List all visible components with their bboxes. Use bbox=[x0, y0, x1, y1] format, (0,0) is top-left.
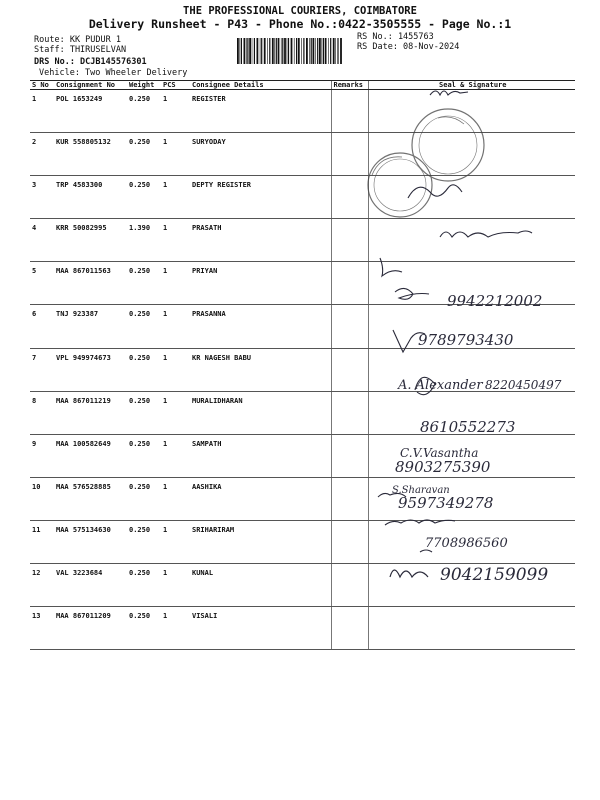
barcode-bar bbox=[315, 38, 316, 64]
barcode-bar bbox=[303, 38, 304, 64]
cell-sno: 8 bbox=[30, 391, 54, 434]
col-header-remarks: Remarks bbox=[331, 81, 368, 90]
cell-weight: 0.250 bbox=[127, 391, 161, 434]
table-row bbox=[30, 262, 575, 305]
barcode-bar bbox=[269, 38, 270, 64]
signature-phone-12: 7708986560 bbox=[425, 536, 508, 551]
barcode-bar bbox=[252, 38, 253, 64]
cell-pcs: 1 bbox=[161, 434, 190, 477]
table-row bbox=[30, 477, 575, 520]
vehicle: Vehicle: Two Wheeler Delivery bbox=[39, 68, 188, 78]
col-header-consignee: Consignee Details bbox=[190, 81, 331, 90]
cell-sno: 1 bbox=[30, 90, 54, 133]
signature-phone-8: 8220450497 bbox=[485, 378, 562, 392]
barcode-bar bbox=[261, 38, 262, 64]
barcode-bar bbox=[296, 38, 297, 64]
cell-seal bbox=[368, 219, 575, 262]
cell-pcs: 1 bbox=[161, 607, 190, 650]
rs-number: RS No.: 1455763 bbox=[357, 32, 434, 42]
barcode-bar bbox=[281, 38, 282, 64]
cell-seal bbox=[368, 90, 575, 133]
cell-remarks bbox=[331, 262, 368, 305]
cell-sno: 10 bbox=[30, 477, 54, 520]
barcode-bar bbox=[325, 38, 327, 64]
cell-pcs: 1 bbox=[161, 90, 190, 133]
barcode-bar bbox=[291, 38, 293, 64]
signature-name-10: C.V.Vasantha bbox=[400, 446, 479, 460]
signature-phone-6: 9942212002 bbox=[447, 292, 543, 310]
delivery-table bbox=[30, 80, 575, 650]
cell-seal bbox=[368, 477, 575, 520]
cell-remarks bbox=[331, 477, 368, 520]
barcode-bar bbox=[247, 38, 248, 64]
signature-phone-10: 8903275390 bbox=[395, 458, 491, 476]
cell-seal bbox=[368, 262, 575, 305]
barcode-bar bbox=[278, 38, 280, 64]
cell-sno: 3 bbox=[30, 176, 54, 219]
barcode-bar bbox=[306, 38, 308, 64]
table-row bbox=[30, 176, 575, 219]
barcode-bar bbox=[282, 38, 283, 64]
cell-sno: 12 bbox=[30, 564, 54, 607]
runsheet-title: Delivery Runsheet - P43 - Phone No.:0422-3505555 - Page No.:1 bbox=[88, 17, 512, 31]
signature-name-11: S.Sharavan bbox=[392, 485, 450, 496]
cell-weight: 0.250 bbox=[127, 520, 161, 563]
barcode-bar bbox=[298, 38, 300, 64]
barcode-bar bbox=[274, 38, 275, 64]
barcode-bar bbox=[294, 38, 295, 64]
barcode-bar bbox=[240, 38, 241, 64]
cell-consignee: SAMPATH bbox=[190, 434, 331, 477]
cell-pcs: 1 bbox=[161, 564, 190, 607]
cell-weight: 0.250 bbox=[127, 133, 161, 176]
barcode-bar bbox=[241, 38, 242, 64]
col-header-seal: Seal & Signature bbox=[368, 81, 575, 90]
signature-name-8: A. Alexander bbox=[398, 378, 483, 393]
barcode-bar bbox=[237, 38, 239, 64]
cell-remarks bbox=[331, 219, 368, 262]
cell-pcs: 1 bbox=[161, 176, 190, 219]
cell-consignment: POL 1653249 bbox=[54, 90, 127, 133]
table-row bbox=[30, 564, 575, 607]
cell-consignee: PRASANNA bbox=[190, 305, 331, 348]
table-row bbox=[30, 133, 575, 176]
cell-seal bbox=[368, 391, 575, 434]
barcode-bar bbox=[244, 38, 246, 64]
cell-weight: 0.250 bbox=[127, 348, 161, 391]
barcode-bar bbox=[257, 38, 259, 64]
barcode-bar bbox=[246, 38, 247, 64]
cell-weight: 0.250 bbox=[127, 434, 161, 477]
col-header-sno: S No bbox=[30, 81, 54, 90]
cell-remarks bbox=[331, 348, 368, 391]
barcode-bar bbox=[272, 38, 274, 64]
cell-consignee: MURALIDHARAN bbox=[190, 391, 331, 434]
cell-consignee: REGISTER bbox=[190, 90, 331, 133]
cell-remarks bbox=[331, 520, 368, 563]
cell-seal bbox=[368, 133, 575, 176]
barcode-bar bbox=[267, 38, 268, 64]
table-row bbox=[30, 305, 575, 348]
cell-consignment: MAA 100582649 bbox=[54, 434, 127, 477]
barcode-bar bbox=[330, 38, 331, 64]
rs-date: RS Date: 08-Nov-2024 bbox=[357, 42, 460, 52]
drs-number: DRS No.: DCJB145576301 bbox=[34, 57, 147, 67]
barcode-bar bbox=[301, 38, 302, 64]
cell-weight: 0.250 bbox=[127, 607, 161, 650]
cell-remarks bbox=[331, 607, 368, 650]
table-row bbox=[30, 607, 575, 650]
cell-seal bbox=[368, 305, 575, 348]
cell-sno: 13 bbox=[30, 607, 54, 650]
barcode-bar bbox=[254, 38, 255, 64]
col-header-pcs: PCS bbox=[161, 81, 190, 90]
cell-consignment: MAA 867011563 bbox=[54, 262, 127, 305]
cell-sno: 2 bbox=[30, 133, 54, 176]
cell-remarks bbox=[331, 133, 368, 176]
barcode-bar bbox=[249, 38, 251, 64]
cell-consignee: VISALI bbox=[190, 607, 331, 650]
signature-phone-13: 9042159099 bbox=[440, 565, 549, 585]
cell-consignee: PRIYAN bbox=[190, 262, 331, 305]
cell-consignment: TRP 4583300 bbox=[54, 176, 127, 219]
cell-consignment: KUR 558805132 bbox=[54, 133, 127, 176]
barcode-bar bbox=[309, 38, 310, 64]
cell-sno: 9 bbox=[30, 434, 54, 477]
cell-seal bbox=[368, 607, 575, 650]
table-header-row bbox=[30, 81, 575, 90]
cell-consignment: VAL 3223684 bbox=[54, 564, 127, 607]
table-row bbox=[30, 348, 575, 391]
company-title: THE PROFESSIONAL COURIERS, COIMBATORE bbox=[183, 5, 417, 17]
barcode-bar bbox=[340, 38, 342, 64]
table-row bbox=[30, 434, 575, 477]
cell-pcs: 1 bbox=[161, 305, 190, 348]
barcode-bar bbox=[323, 38, 324, 64]
cell-remarks bbox=[331, 176, 368, 219]
col-header-weight: Weight bbox=[127, 81, 161, 90]
col-header-consignment: Consignment No bbox=[54, 81, 127, 90]
cell-consignment: MAA 867011209 bbox=[54, 607, 127, 650]
cell-pcs: 1 bbox=[161, 477, 190, 520]
cell-weight: 1.390 bbox=[127, 219, 161, 262]
cell-consignee: SURYODAY bbox=[190, 133, 331, 176]
signature-phone-9: 8610552273 bbox=[420, 418, 516, 436]
cell-weight: 0.250 bbox=[127, 176, 161, 219]
cell-remarks bbox=[331, 391, 368, 434]
cell-sno: 4 bbox=[30, 219, 54, 262]
cell-sno: 11 bbox=[30, 520, 54, 563]
cell-seal bbox=[368, 348, 575, 391]
cell-pcs: 1 bbox=[161, 219, 190, 262]
barcode-bar bbox=[288, 38, 289, 64]
barcode bbox=[237, 38, 345, 64]
cell-consignee: KUNAL bbox=[190, 564, 331, 607]
barcode-bar bbox=[313, 38, 315, 64]
table-row bbox=[30, 219, 575, 262]
cell-consignee: KR NAGESH BABU bbox=[190, 348, 331, 391]
cell-pcs: 1 bbox=[161, 262, 190, 305]
cell-weight: 0.250 bbox=[127, 90, 161, 133]
barcode-bar bbox=[260, 38, 261, 64]
table-row bbox=[30, 90, 575, 133]
barcode-bar bbox=[328, 38, 329, 64]
cell-seal bbox=[368, 520, 575, 563]
cell-consignment: MAA 867011219 bbox=[54, 391, 127, 434]
cell-remarks bbox=[331, 564, 368, 607]
signature-phone-11: 9597349278 bbox=[398, 494, 494, 512]
cell-weight: 0.250 bbox=[127, 305, 161, 348]
cell-remarks bbox=[331, 90, 368, 133]
cell-consignment: TNJ 923387 bbox=[54, 305, 127, 348]
table-row bbox=[30, 391, 575, 434]
cell-consignment: KRR 50082995 bbox=[54, 219, 127, 262]
cell-weight: 0.250 bbox=[127, 262, 161, 305]
barcode-bar bbox=[317, 38, 318, 64]
signature-phone-7: 9789793430 bbox=[418, 331, 514, 349]
cell-consignee: SRIHARIRAM bbox=[190, 520, 331, 563]
table-row bbox=[30, 520, 575, 563]
barcode-bar bbox=[322, 38, 323, 64]
cell-remarks bbox=[331, 434, 368, 477]
cell-weight: 0.250 bbox=[127, 564, 161, 607]
cell-seal bbox=[368, 434, 575, 477]
cell-weight: 0.250 bbox=[127, 477, 161, 520]
barcode-bar bbox=[311, 38, 312, 64]
cell-sno: 5 bbox=[30, 262, 54, 305]
cell-pcs: 1 bbox=[161, 391, 190, 434]
cell-sno: 6 bbox=[30, 305, 54, 348]
cell-consignee: AASHIKA bbox=[190, 477, 331, 520]
barcode-bar bbox=[335, 38, 336, 64]
cell-consignee: PRASATH bbox=[190, 219, 331, 262]
cell-remarks bbox=[331, 305, 368, 348]
cell-seal bbox=[368, 564, 575, 607]
route: Route: KK PUDUR 1 bbox=[34, 35, 121, 45]
barcode-bar bbox=[319, 38, 321, 64]
cell-seal bbox=[368, 176, 575, 219]
cell-pcs: 1 bbox=[161, 520, 190, 563]
barcode-bar bbox=[287, 38, 288, 64]
staff: Staff: THIRUSELVAN bbox=[34, 45, 127, 55]
cell-consignment: VPL 949974673 bbox=[54, 348, 127, 391]
cell-pcs: 1 bbox=[161, 133, 190, 176]
barcode-bar bbox=[264, 38, 266, 64]
cell-consignment: MAA 576528885 bbox=[54, 477, 127, 520]
cell-sno: 7 bbox=[30, 348, 54, 391]
cell-pcs: 1 bbox=[161, 348, 190, 391]
barcode-bar bbox=[337, 38, 338, 64]
cell-consignee: DEPTY REGISTER bbox=[190, 176, 331, 219]
barcode-bar bbox=[276, 38, 277, 64]
barcode-bar bbox=[284, 38, 286, 64]
cell-consignment: MAA 575134630 bbox=[54, 520, 127, 563]
barcode-bar bbox=[333, 38, 335, 64]
